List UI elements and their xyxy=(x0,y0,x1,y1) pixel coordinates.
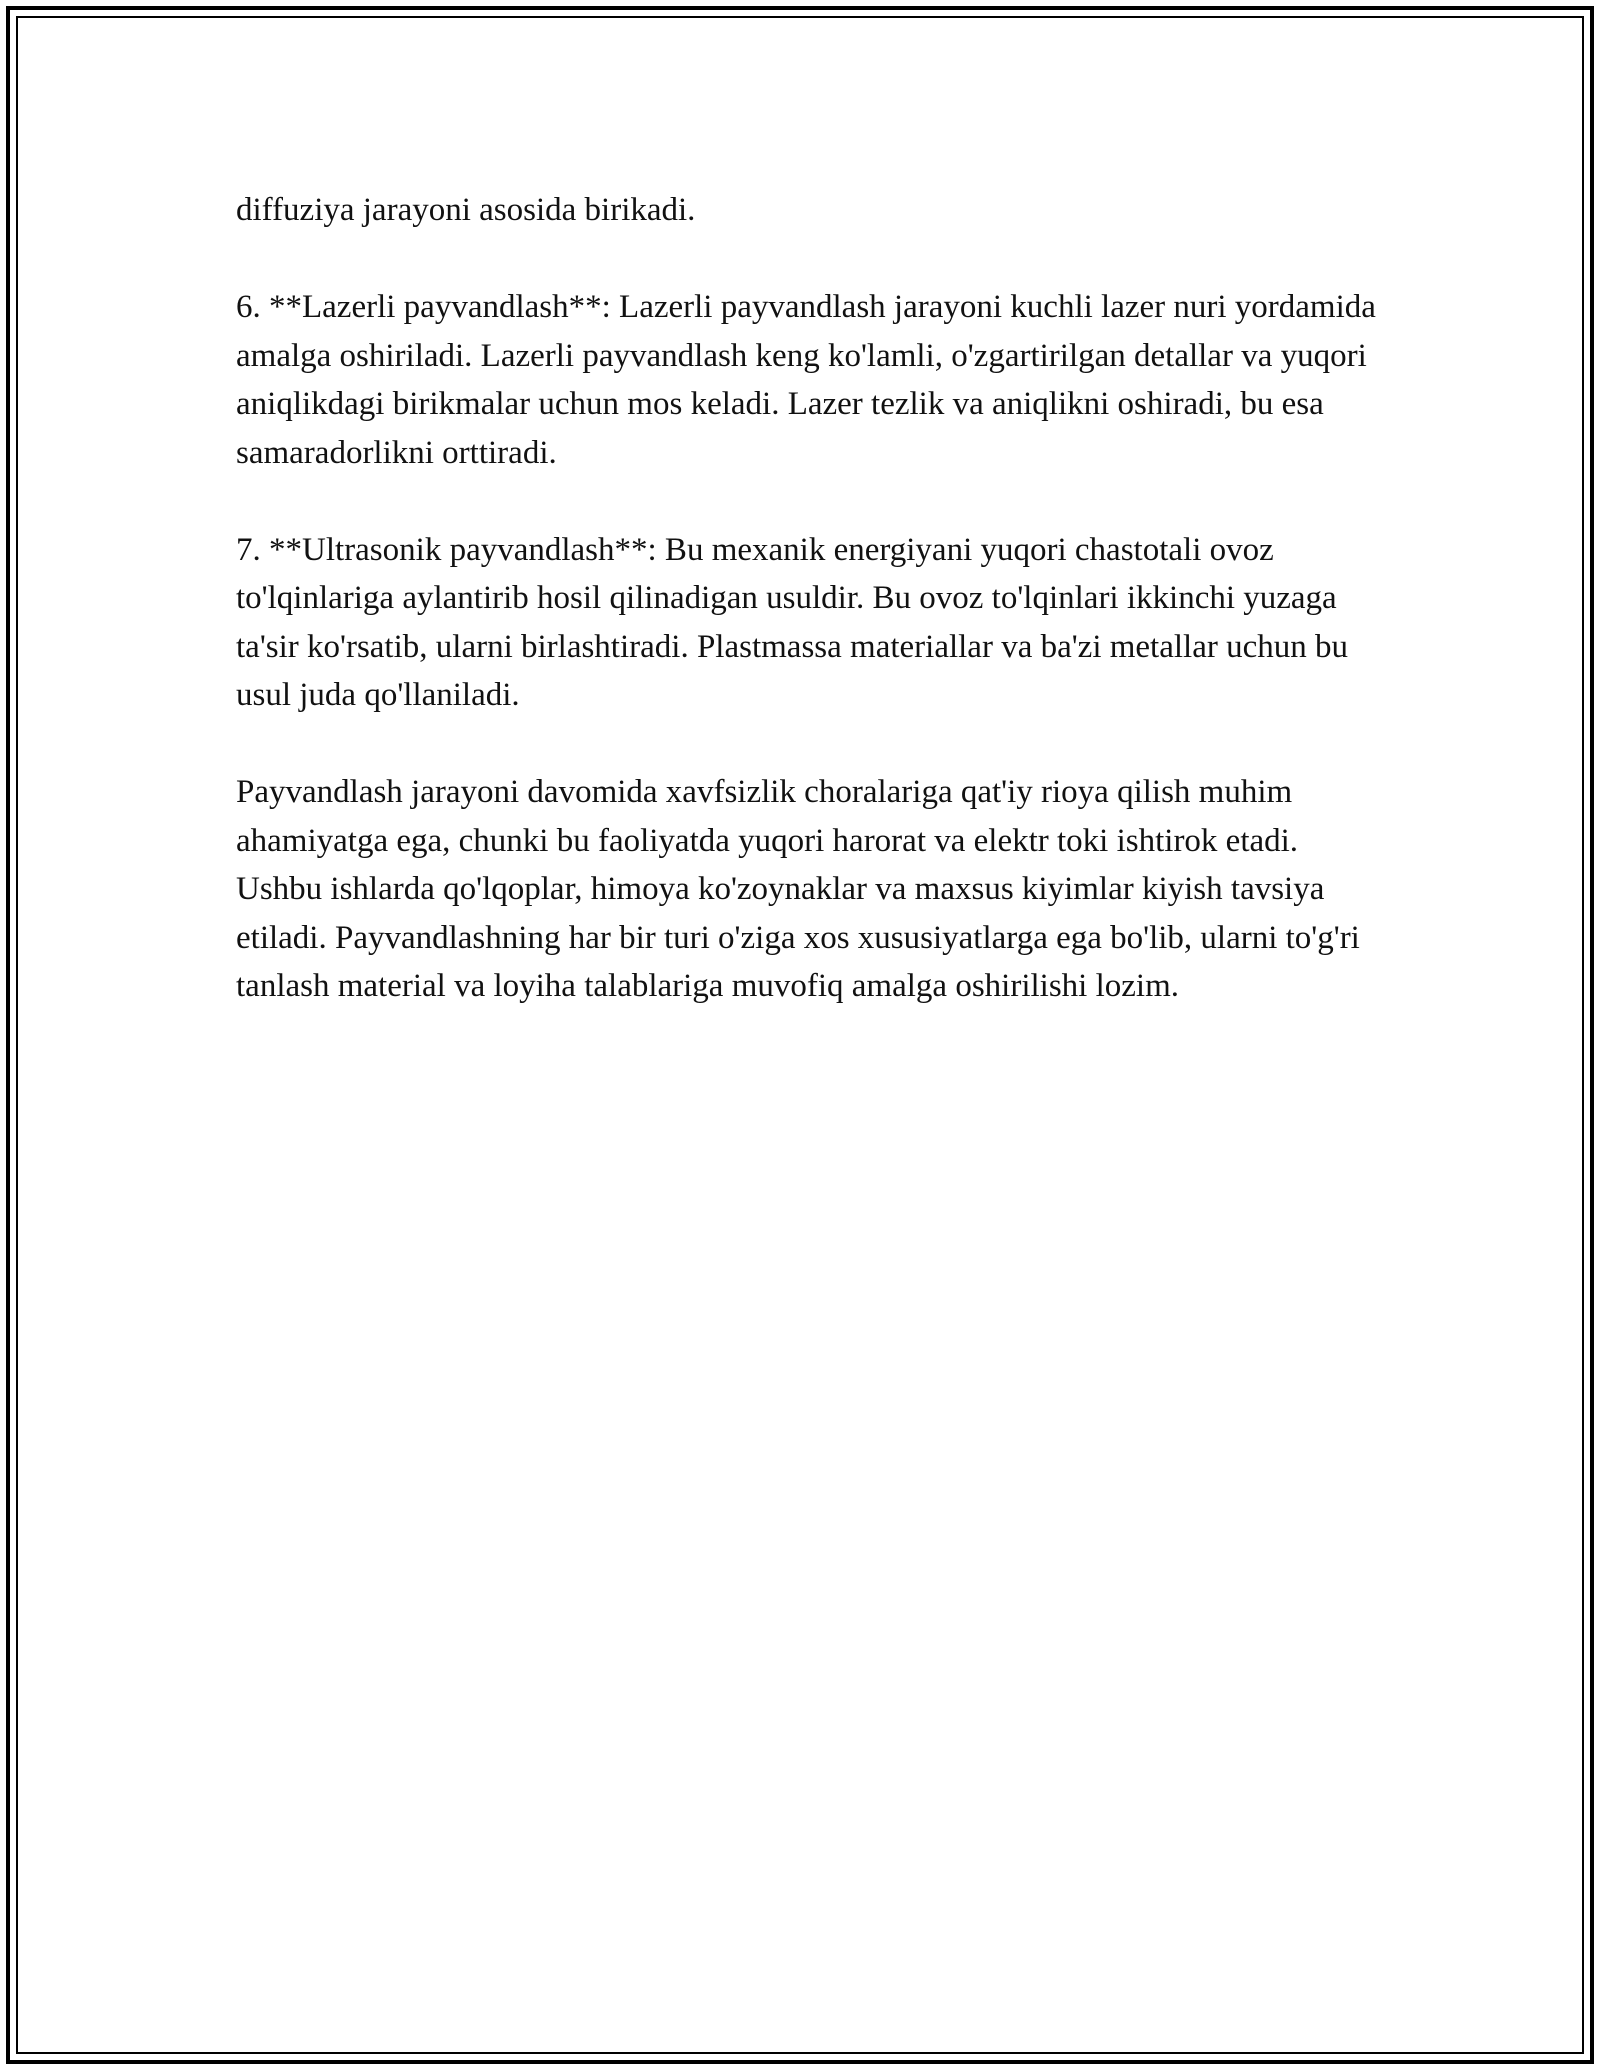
paragraph-ultrasonic-welding: 7. **Ultrasonik payvandlash**: Bu mexanik energiyani yuqori chastotali ovoz to'lqinlariga aylantirib hosil qilinadigan usuldir. Bu ovoz to'lqinlari ikkinchi yuzaga ta'sir ko'rsatib, ularni birlashtiradi. Plastmassa materiallar va ba'zi metallar uchun bu usul juda qo'llaniladi. xyxy=(236,531,1348,713)
document-body xyxy=(236,186,1376,1011)
paragraph-laser-welding: 6. **Lazerli payvandlash**: Lazerli payvandlash jarayoni kuchli lazer nuri yordamida amalga oshiriladi. Lazerli payvandlash keng ko'lamli, o'zgartirilgan detallar va yuqori aniqlikdagi birikmalar uchun mos keladi. Lazer tezlik va aniqlikni oshiradi, bu esa samaradorlikni orttiradi. xyxy=(236,289,1376,471)
paragraph-safety: Payvandlash jarayoni davomida xavfsizlik choralariga qat'iy rioya qilish muhim ahamiyatga ega, chunki bu faoliyatda yuqori harorat va elektr toki ishtirok etadi. Ushbu ishlarda qo'lqoplar, himoya ko'zoynaklar va maxsus kiyimlar kiyish tavsiya etiladi. Payvandlashning har bir turi o'ziga xos xususiyatlarga ega bo'lib, ularni to'g'ri tanlash material va loyiha talablariga muvofiq amalga oshirilishi lozim. xyxy=(236,774,1360,1004)
paragraph-diffusion-ending: diffuziya jarayoni asosida birikadi. xyxy=(236,192,696,228)
